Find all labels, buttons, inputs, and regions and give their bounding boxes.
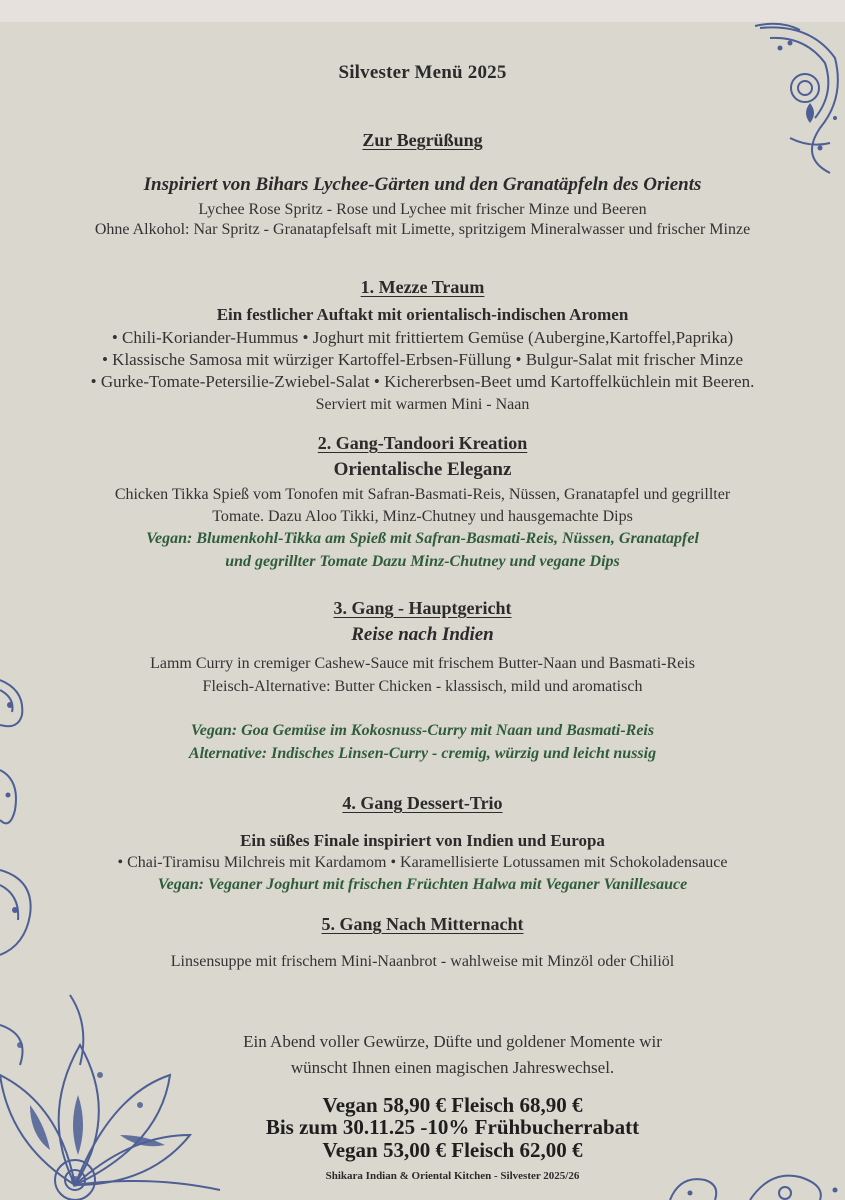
price-line-discounted: Vegan 53,00 € Fleisch 62,00 €: [322, 1138, 583, 1162]
course4-vegan-line: Vegan: Veganer Joghurt mit frischen Früchten Halwa mit Veganer Vanillesauce: [157, 876, 688, 893]
course2-vegan-line: Vegan: Blumenkohl-Tikka am Spieß mit Safran-Basmati-Reis, Nüssen, Granatapfel: [146, 530, 699, 547]
price-line: Vegan 58,90 € Fleisch 68,90 €: [322, 1093, 583, 1117]
course2-heading: 2. Gang-Tandoori Kreation: [317, 433, 528, 453]
course5-line: Linsensuppe mit frischem Mini-Naanbrot - wahlweise mit Minzöl oder Chiliöl: [170, 953, 675, 970]
course3-heading: 3. Gang - Hauptgericht: [333, 598, 512, 618]
course2-line: Tomate. Dazu Aloo Tikki, Minz-Chutney und hausgemachte Dips: [212, 508, 633, 525]
course2-subtitle: Orientalische Eleganz: [333, 459, 512, 480]
welcome-line: Lychee Rose Spritz - Rose und Lychee mit frischer Minze und Beeren: [198, 201, 647, 218]
course2-vegan-line: und gegrillter Tomate Dazu Minz-Chutney und vegane Dips: [225, 553, 620, 570]
paisley-ornament-top-right: [750, 18, 845, 178]
top-band: [0, 0, 845, 22]
course3-line: Lamm Curry in cremiger Cashew-Sauce mit frischem Butter-Naan und Basmati-Reis: [150, 655, 695, 672]
menu-title: Silvester Menü 2025: [338, 62, 507, 83]
course3-subtitle: Reise nach Indien: [351, 624, 494, 645]
course1-line: Serviert mit warmen Mini - Naan: [315, 396, 530, 413]
course5-heading: 5. Gang Nach Mitternacht: [321, 914, 524, 934]
course1-subtitle: Ein festlicher Auftakt mit orientalisch-indischen Aromen: [216, 305, 629, 324]
footer-restaurant: Shikara Indian & Oriental Kitchen - Silvester 2025/26: [325, 1170, 580, 1182]
course1-heading: 1. Mezze Traum: [360, 277, 485, 297]
welcome-heading: Zur Begrüßung: [362, 130, 483, 150]
course1-line: • Klassische Samosa mit würziger Kartoffel-Erbsen-Füllung • Bulgur-Salat mit frischer Minze: [101, 350, 744, 369]
course3-line: Fleisch-Alternative: Butter Chicken - klassisch, mild und aromatisch: [202, 678, 643, 695]
course3-vegan-line: Vegan: Goa Gemüse im Kokosnuss-Curry mit Naan und Basmati-Reis: [190, 722, 655, 739]
closing-line: Ein Abend voller Gewürze, Düfte und goldener Momente wir: [243, 1032, 662, 1051]
course4-subtitle: Ein süßes Finale inspiriert von Indien und Europa: [240, 831, 605, 850]
welcome-subtitle: Inspiriert von Bihars Lychee-Gärten und den Granatäpfeln des Orients: [143, 174, 702, 195]
closing-line: wünscht Ihnen einen magischen Jahreswechsel.: [290, 1058, 615, 1077]
course4-heading: 4. Gang Dessert-Trio: [342, 793, 503, 813]
course3-vegan-line: Alternative: Indisches Linsen-Curry - cremig, würzig und leicht nussig: [188, 745, 657, 762]
course2-line: Chicken Tikka Spieß vom Tonofen mit Safran-Basmati-Reis, Nüssen, Granatapfel und gegrillter: [114, 486, 731, 503]
early-bird-line: Bis zum 30.11.25 -10% Frühbucherrabatt: [265, 1115, 640, 1139]
course1-line: • Gurke-Tomate-Petersilie-Zwiebel-Salat • Kichererbsen-Beet umd Kartoffelküchlein mit Beeren.: [90, 372, 755, 391]
welcome-line: Ohne Alkohol: Nar Spritz - Granatapfelsaft mit Limette, spritzigem Mineralwasser und frischer Minze: [94, 221, 751, 238]
course1-line: • Chili-Koriander-Hummus • Joghurt mit frittiertem Gemüse (Aubergine,Kartoffel,Paprika): [111, 328, 734, 347]
course4-line: • Chai-Tiramisu Milchreis mit Kardamom • Karamellisierte Lotussamen mit Schokoladensauce: [117, 854, 728, 871]
